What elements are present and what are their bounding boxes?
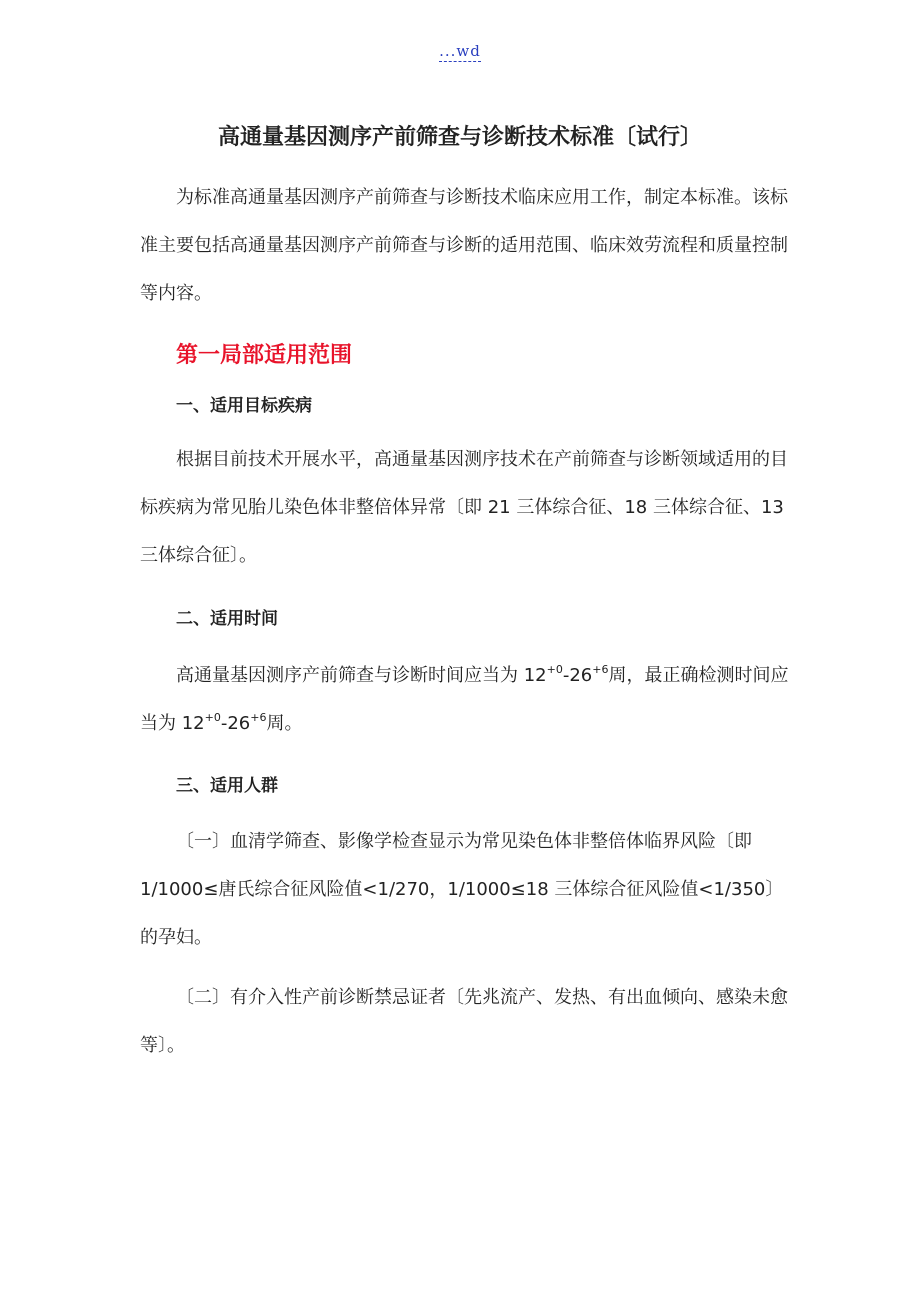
header-mark	[0, 42, 920, 60]
intro-paragraph: 为标准高通量基因测序产前筛查与诊断技术临床应用工作，制定本标准。该标准主要包括高通量基因测序产前筛查与诊断的适用范围、临床效劳流程和质量控制等内容。	[140, 187, 788, 304]
time-text-prefix: 高通量基因测序产前筛查与诊断时间应当为 12	[176, 665, 547, 686]
target-diseases-paragraph: 根据目前技术开展水平，高通量基因测序技术在产前筛查与诊断领域适用的目标疾病为常见胎儿染色体非整倍体异常〔即 21 三体综合征、18 三体综合征、13 三体综合征〕。	[140, 449, 788, 566]
time-dash-2: -26	[220, 713, 251, 734]
section-heading-applicable-population: 三、适用人群	[176, 776, 278, 796]
time-text-suffix: 周。	[266, 713, 303, 734]
time-text-mid: 周，最正确检测时间应当为 12	[140, 665, 789, 734]
time-superscript-4: +6	[250, 711, 267, 724]
time-superscript-2: +6	[592, 663, 609, 676]
part-heading: 第一局部适用范围	[176, 343, 353, 368]
applicable-time-paragraph	[140, 652, 790, 748]
header-mark-link[interactable]: ...wd	[439, 42, 481, 60]
population-item-2: 〔二〕有介入性产前诊断禁忌证者〔先兆流产、发热、有出血倾向、感染未愈等〕。	[140, 987, 788, 1056]
time-superscript-1: +0	[546, 663, 563, 676]
document-title: 高通量基因测序产前筛查与诊断技术标准〔试行〕	[217, 125, 702, 150]
section-heading-target-diseases: 一、适用目标疾病	[176, 396, 312, 416]
time-dash-1: -26	[562, 665, 593, 686]
section-heading-applicable-time: 二、适用时间	[176, 609, 278, 629]
time-superscript-3: +0	[204, 711, 221, 724]
population-item-1: 〔一〕血清学筛查、影像学检查显示为常见染色体非整倍体临界风险〔即1/1000≤唐氏综合征风险值<1/270，1/1000≤18 三体综合征风险值<1/350〕的孕妇。	[140, 831, 784, 948]
